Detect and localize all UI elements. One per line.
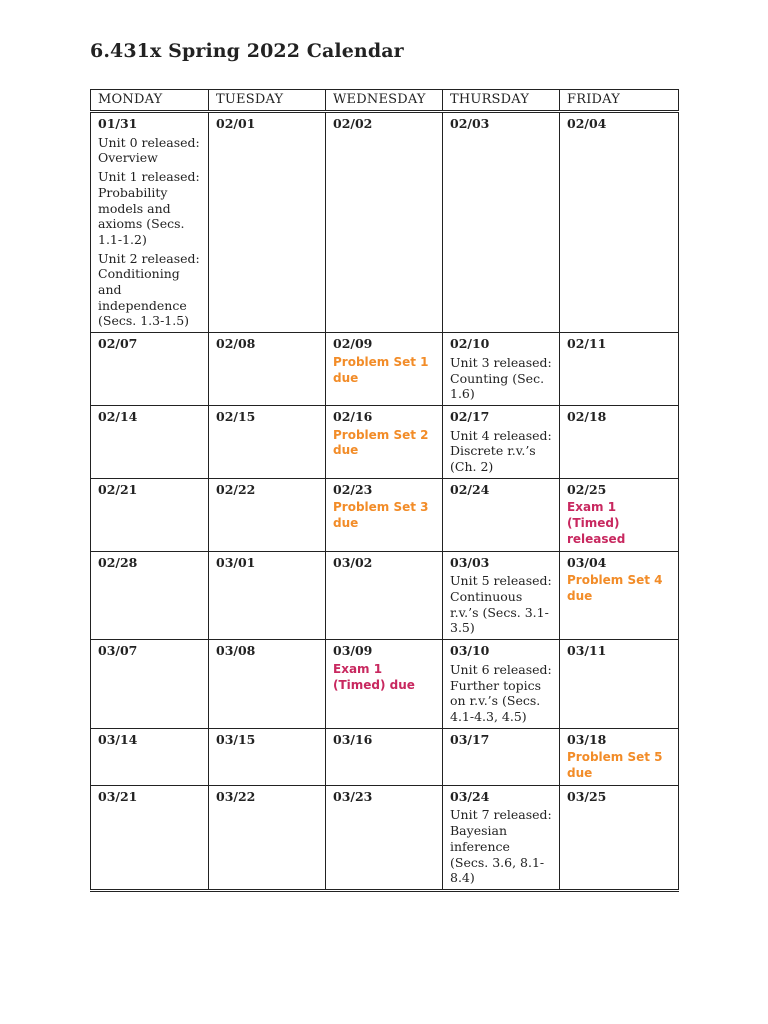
day-cell-friday [560, 640, 679, 729]
day-date: 03/07 [98, 643, 138, 659]
day-date: 02/24 [450, 481, 490, 497]
day-cell-thursday [443, 478, 560, 551]
day-date: 03/22 [216, 788, 256, 804]
day-cell-monday [91, 785, 209, 890]
problem-set-event: Problem Set 2 due [333, 427, 429, 458]
day-date: 03/02 [333, 554, 373, 570]
day-cell-wednesday [326, 551, 443, 640]
day-cell-wednesday [326, 640, 443, 729]
day-cell-wednesday [326, 785, 443, 890]
day-cell-monday [91, 333, 209, 406]
day-cell-wednesday [326, 112, 443, 333]
problem-set-event: Problem Set 4 due [567, 573, 663, 603]
release-event: Unit 7 released: Bayesian inference (Secs. 3.6, 8.1-8.4) [450, 807, 552, 886]
day-date: 02/16 [333, 408, 373, 424]
day-date: 03/17 [450, 731, 490, 747]
day-cell-friday [560, 333, 679, 406]
day-date: 03/14 [98, 731, 138, 747]
day-cell-thursday [443, 405, 560, 478]
release-event: Unit 5 released: Continuous r.v.’s (Secs. 3.1-3.5) [450, 573, 552, 636]
day-date: 03/15 [216, 731, 256, 747]
day-date: 02/02 [333, 116, 373, 131]
day-cell-tuesday [209, 112, 326, 333]
day-date: 03/01 [216, 554, 256, 570]
day-cell-monday [91, 551, 209, 640]
day-date: 03/08 [216, 643, 256, 659]
day-date: 02/09 [333, 336, 373, 352]
day-date: 03/25 [567, 788, 607, 804]
day-cell-monday [91, 112, 209, 333]
header-wednesday: WEDNESDAY [326, 90, 443, 112]
exam-event: Exam 1 (Timed) released [567, 500, 626, 546]
day-date: 03/21 [98, 788, 138, 804]
day-cell-wednesday [326, 728, 443, 785]
day-date: 02/21 [98, 481, 138, 497]
header-row [91, 90, 679, 112]
release-event: Unit 6 released: Further topics on r.v.’s (Secs. 4.1-4.3, 4.5) [450, 661, 552, 724]
day-cell-monday [91, 478, 209, 551]
day-cell-friday [560, 112, 679, 333]
day-date: 02/14 [98, 408, 138, 424]
day-date: 03/18 [567, 731, 607, 747]
day-cell-friday [560, 728, 679, 785]
day-date: 02/08 [216, 336, 256, 352]
header-thursday: THURSDAY [443, 90, 560, 112]
day-cell-tuesday [209, 478, 326, 551]
day-date: 03/16 [333, 731, 373, 747]
day-date: 02/15 [216, 408, 256, 424]
day-cell-tuesday [209, 728, 326, 785]
day-date: 02/03 [450, 116, 490, 131]
day-cell-tuesday [209, 785, 326, 890]
calendar-body [91, 112, 679, 891]
day-date: 02/23 [333, 481, 373, 497]
day-cell-thursday [443, 112, 560, 333]
day-cell-wednesday [326, 478, 443, 551]
week-row [91, 478, 679, 551]
problem-set-event: Problem Set 1 due [333, 354, 429, 385]
day-cell-thursday [443, 640, 560, 729]
day-date: 03/04 [567, 554, 607, 570]
day-cell-friday [560, 478, 679, 551]
day-cell-wednesday [326, 333, 443, 406]
day-date: 02/01 [216, 116, 256, 131]
day-date: 02/17 [450, 408, 490, 424]
release-event: Unit 1 released: Probability models and axioms (Secs. 1.1-1.2) [98, 169, 200, 247]
release-event: Unit 2 released: Conditioning and independence (Secs. 1.3-1.5) [98, 250, 200, 329]
day-cell-wednesday [326, 405, 443, 478]
day-date: 03/11 [567, 643, 607, 659]
day-date: 02/04 [567, 116, 607, 131]
day-cell-thursday [443, 785, 560, 890]
day-cell-friday [560, 405, 679, 478]
release-event: Unit 4 released: Discrete r.v.’s (Ch. 2) [450, 427, 552, 475]
day-cell-tuesday [209, 640, 326, 729]
week-row [91, 640, 679, 729]
week-row [91, 405, 679, 478]
day-cell-thursday [443, 333, 560, 406]
day-date: 03/23 [333, 788, 373, 804]
day-date: 02/18 [567, 408, 607, 424]
day-cell-tuesday [209, 405, 326, 478]
page-title: 6.431x Spring 2022 Calendar [90, 40, 404, 62]
day-date: 03/24 [450, 788, 490, 804]
day-date: 02/25 [567, 481, 607, 497]
week-row [91, 112, 679, 333]
day-date: 02/07 [98, 336, 138, 352]
day-cell-friday [560, 551, 679, 640]
week-row [91, 551, 679, 640]
header-monday: MONDAY [91, 90, 209, 112]
week-row [91, 785, 679, 890]
release-event: Unit 3 released: Counting (Sec. 1.6) [450, 354, 552, 402]
day-date: 03/10 [450, 643, 490, 659]
week-row [91, 728, 679, 785]
day-cell-monday [91, 728, 209, 785]
day-cell-friday [560, 785, 679, 890]
day-date: 03/09 [333, 643, 373, 659]
problem-set-event: Problem Set 5 due [567, 750, 663, 781]
day-date: 03/03 [450, 554, 490, 570]
day-cell-tuesday [209, 551, 326, 640]
day-date: 02/28 [98, 554, 138, 570]
calendar-header [91, 90, 679, 112]
day-date: 02/22 [216, 481, 256, 497]
header-tuesday: TUESDAY [209, 90, 326, 112]
exam-event: Exam 1 (Timed) due [333, 661, 415, 692]
day-date: 02/10 [450, 336, 490, 352]
day-cell-thursday [443, 551, 560, 640]
problem-set-event: Problem Set 3 due [333, 500, 429, 531]
calendar-table [90, 89, 679, 892]
header-friday: FRIDAY [560, 90, 679, 112]
day-cell-monday [91, 405, 209, 478]
day-cell-thursday [443, 728, 560, 785]
day-cell-monday [91, 640, 209, 729]
week-row [91, 333, 679, 406]
day-date: 02/11 [567, 336, 607, 352]
release-event: Unit 0 released: Overview [98, 134, 200, 166]
day-cell-tuesday [209, 333, 326, 406]
day-date: 01/31 [98, 116, 138, 131]
